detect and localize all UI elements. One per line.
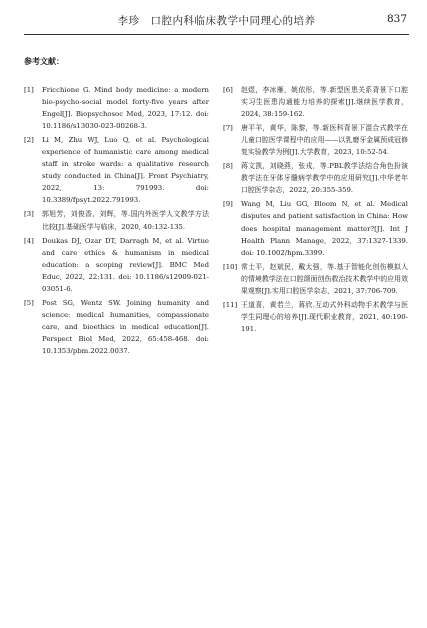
page-number: 837 xyxy=(386,13,407,25)
reference-number: [6] xyxy=(223,86,233,94)
reference-number: [1] xyxy=(24,86,34,94)
reference-item xyxy=(24,297,209,357)
reference-number: [7] xyxy=(223,124,233,133)
reference-number: [9] xyxy=(223,200,233,209)
reference-text: Doukas DJ, Ozar DT, Darragh M, et al. Virtue and care ethics & humanism in medical education: a scoping review[J]. BMC Med Educ, 2022, 22:131. doi: 10.1186/s12909-021-03051-6. xyxy=(42,236,209,293)
reference-number: [10] xyxy=(223,262,238,271)
reference-item xyxy=(24,134,209,206)
reference-item xyxy=(223,160,408,196)
reference-text: 赵煜，李冰雁，姚依彤，等.新型医患关系背景下口腔实习生医患沟通能力培养的探索[J].继续医学教育，2024, 38:159-162. xyxy=(241,86,408,119)
references-left-column xyxy=(24,84,209,359)
reference-text: 唐平羊，黄华，陈黎，等.新医科背景下混合式教学在儿童口腔医学课程中的应用——以乳磨牙金属预成冠修复实验教学为例[J].大学教育，2023, 10:52-54. xyxy=(241,124,408,157)
references-right-column xyxy=(223,84,408,337)
reference-item xyxy=(24,235,209,295)
reference-item xyxy=(24,84,209,132)
reference-text: Li M, Zhu WJ, Luo Q, et al. Psychological experience of humanistic care among medical staff in stroke wards: a qualitative research study conducted in China[J]. Front Psychiatry, 2022, 13: 791993. doi: 10.3389/fpsyt.2022.791993. xyxy=(42,136,209,205)
reference-item xyxy=(24,208,209,232)
reference-text: 王道喜，黄若兰，蒋欣.互动式外科动物手术教学与医学生同理心的培养[J].现代职业教育，2021, 40:190-191. xyxy=(241,300,408,333)
reference-number: [8] xyxy=(223,162,233,171)
reference-text: Wang M, Liu GG, Bloom N, et al. Medical disputes and patient satisfaction in China: How does hospital management matter?[J]. Int J Health Plann Manage, 2022, 37:1327-1339. doi: 10.1002/hpm.3399. xyxy=(241,200,408,257)
reference-number: [4] xyxy=(24,236,34,245)
reference-item xyxy=(223,299,408,335)
reference-item xyxy=(223,261,408,297)
reference-number: [5] xyxy=(24,298,34,307)
reference-number: [11] xyxy=(223,300,238,309)
page-header xyxy=(24,10,409,35)
reference-text: 常士平，赵斌民，戴太强，等.基于智能化创伤模拟人的情境教学法在口腔颌面创伤救治技术教学中的应用效果观察[J].实用口腔医学杂志，2021, 37:706-709. xyxy=(241,262,408,295)
reference-text: Fricchione G. Mind body medicine: a modern bio-psycho-social model forty-five years after Engel[J]. Biopsychosoc Med, 2023, 17:12. doi: 10.1186/s13030-023-00268-3. xyxy=(42,86,209,131)
reference-text: 蒋文凯，刘晓燕，张戎，等.PBL教学法结合角色扮演教学法在牙体牙髓病学教学中的应用研究[J].中华老年口腔医学杂志，2022, 20:355-359. xyxy=(241,162,408,195)
references-heading: 参考文献： xyxy=(24,57,64,66)
reference-number: [2] xyxy=(24,136,34,145)
running-title: 李珍 口腔内科临床教学中同理心的培养 xyxy=(117,15,316,27)
reference-number: [3] xyxy=(24,210,34,219)
reference-item xyxy=(223,198,408,258)
reference-item xyxy=(223,84,408,120)
reference-text: 郭旭芳，刘俊香，刘辉，等.国内外医学人文教学方法比较[J].基础医学与临床，2020, 40:132-135. xyxy=(42,210,209,231)
reference-text: Post SG, Wentz SW. Joining humanity and science: medical humanities, compassionate care, and bioethics in medical education[J]. Perspect Biol Med, 2022, 65:458-468. doi: 10.1353/pbm.2022.0037. xyxy=(42,298,209,355)
reference-item xyxy=(223,122,408,158)
